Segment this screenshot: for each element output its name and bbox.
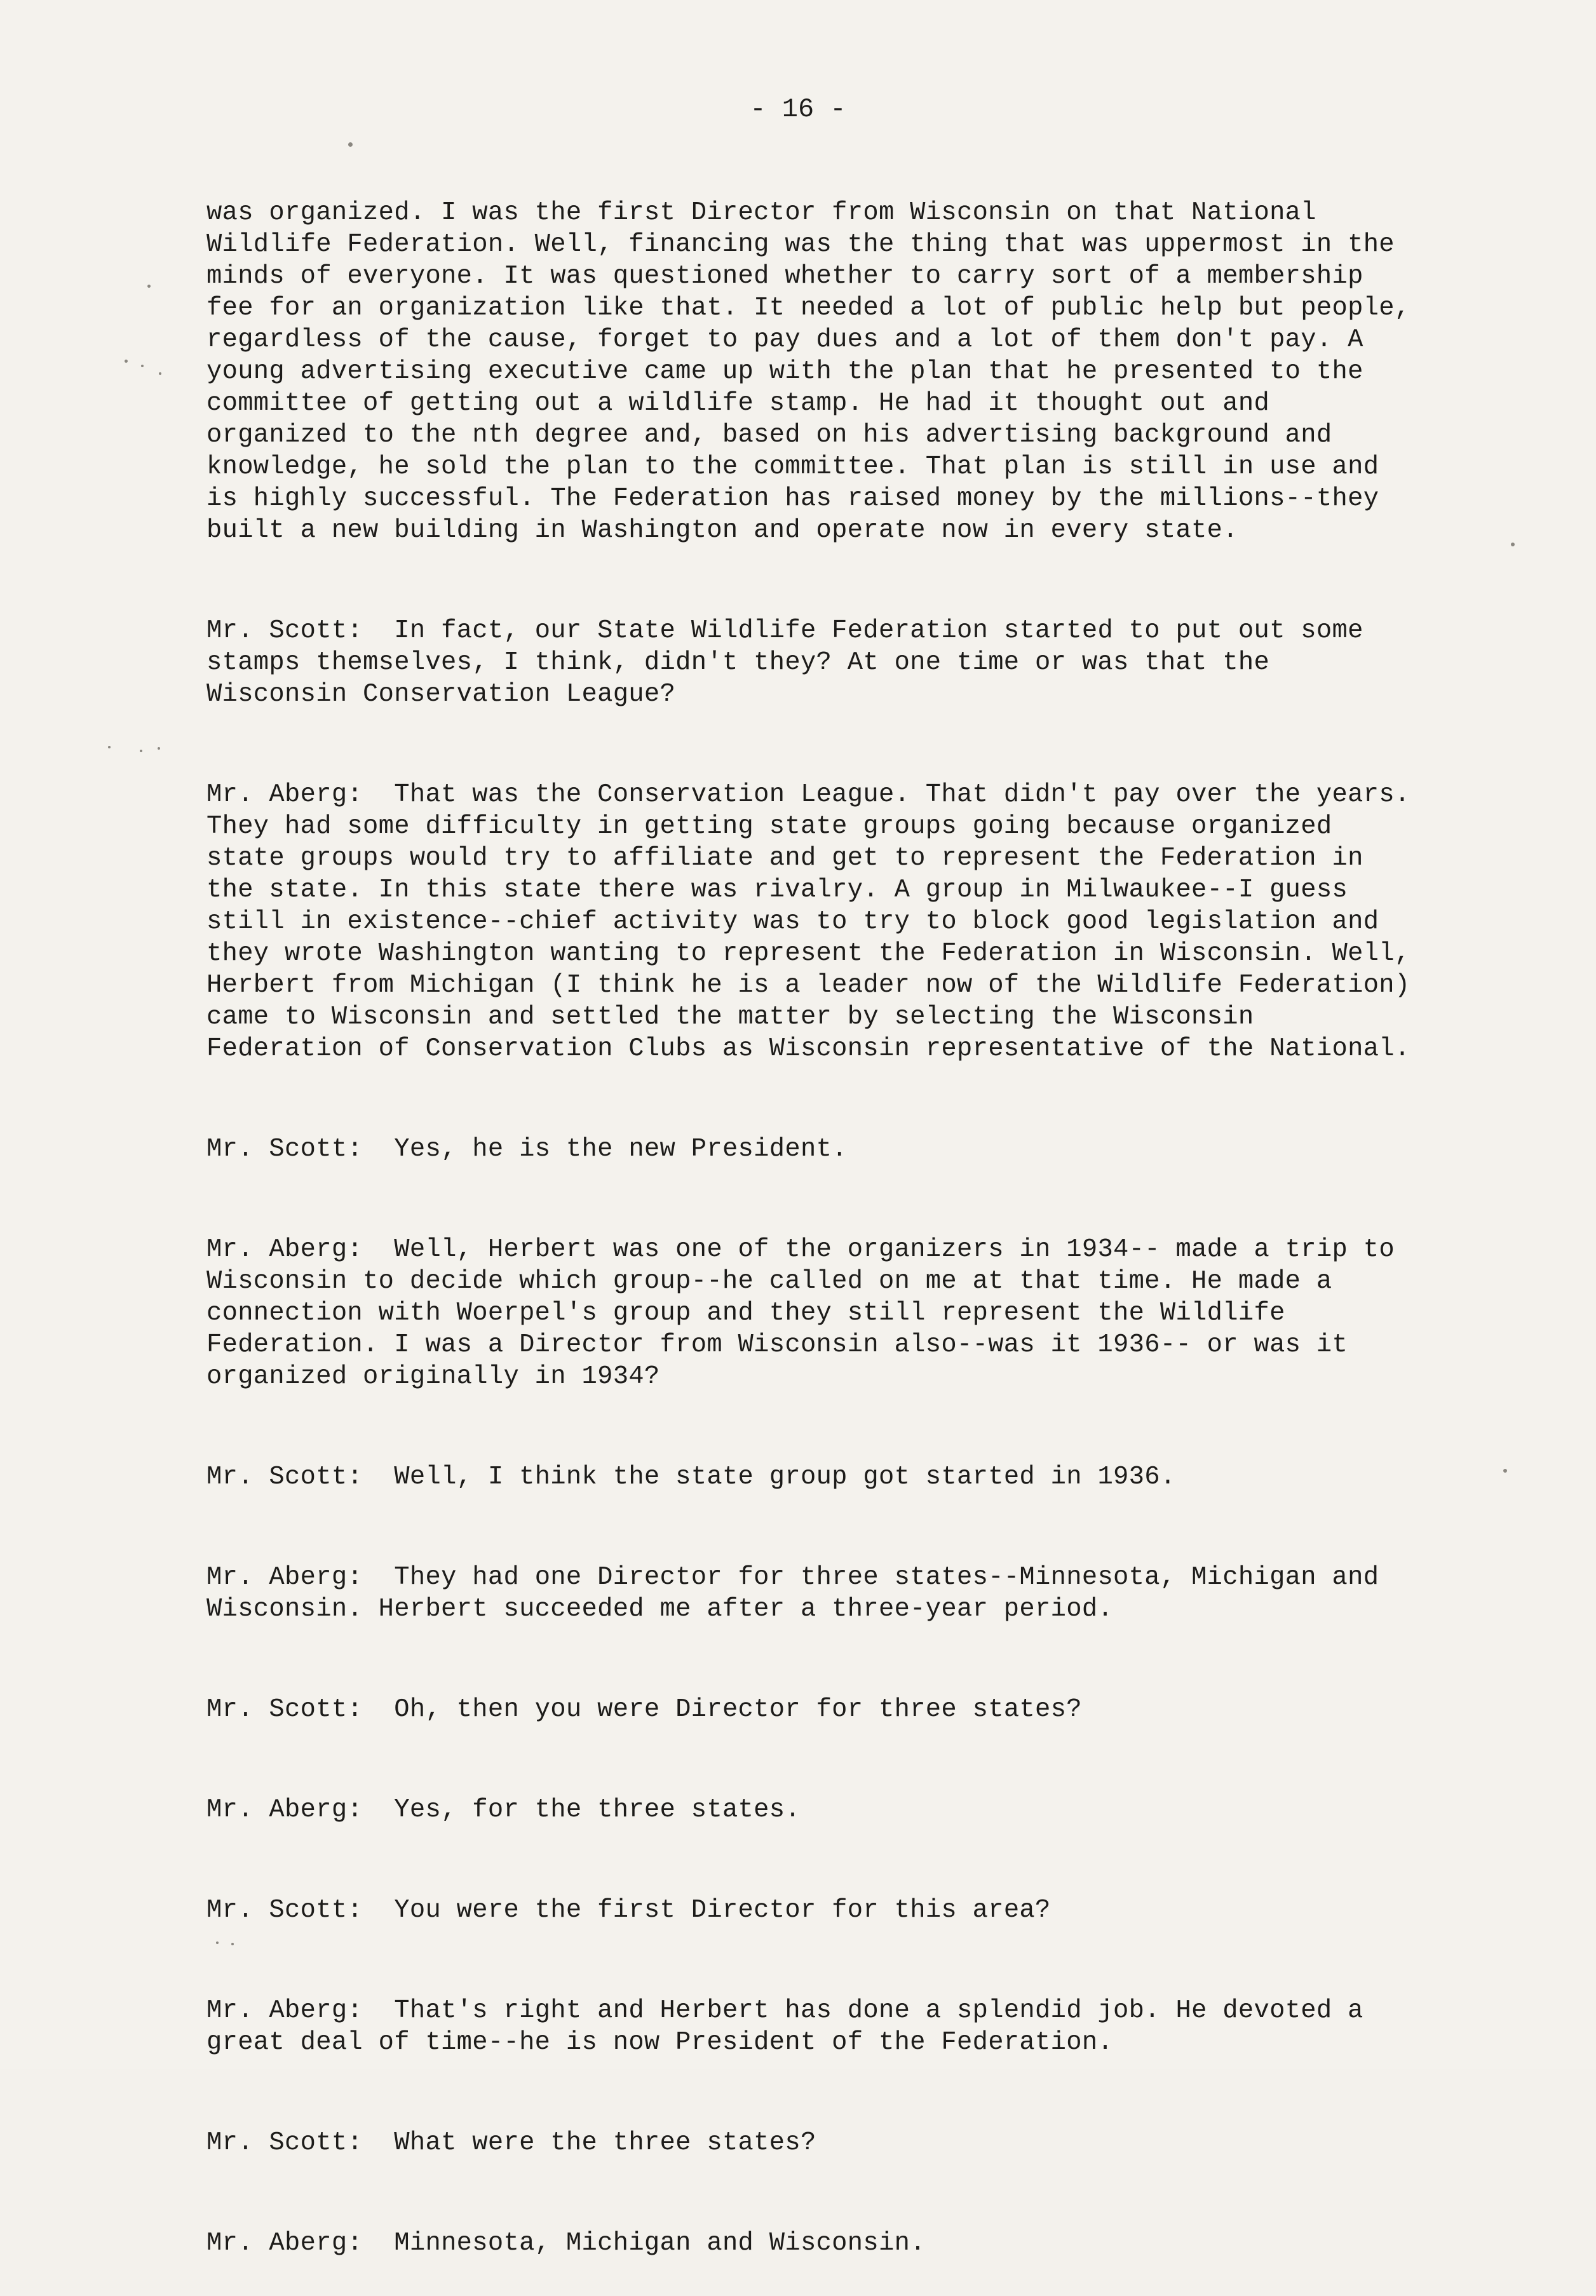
speaker-label: Mr. Aberg: [206, 780, 363, 809]
exchange-paragraph [206, 1429, 1414, 1493]
exchange-paragraph [206, 1202, 1414, 1393]
paper-speck [159, 372, 161, 375]
speaker-label: Mr. Aberg: [206, 1563, 363, 1592]
speaker-label: Mr. Scott: [206, 1135, 363, 1164]
speaker-label: Mr. Scott: [206, 1462, 363, 1492]
speaker-label: Mr. Scott: [206, 616, 363, 645]
exchange-paragraph [206, 1530, 1414, 1625]
exchange-paragraph [206, 747, 1414, 1065]
paper-speck [1503, 1469, 1507, 1473]
paper-speck [348, 142, 353, 147]
speech-text: Oh, then you were Director for three states? [394, 1695, 1082, 1724]
speech-text: Yes, he is the new President. [394, 1135, 848, 1164]
exchange-paragraph [206, 2196, 1414, 2259]
speech-text: Well, Herbert was one of the organizers in 1934-- made a trip to Wisconsin to decide which group--he called on me at that time. He made a connection with Woerpel's group and they still represent the Wildlife Federation. I was a Director from Wisconsin also--was it 1936-- or was it organized originally in 1934? [206, 1235, 1395, 1391]
page-number: - 16 - [750, 94, 846, 125]
speech-text: That's right and Herbert has done a splendid job. He devoted a great deal of time--he is now President of the Federation. [206, 1996, 1363, 2057]
speech-text: They had one Director for three states--Minnesota, Michigan and Wisconsin. Herbert succeeded me after a three-year period. [206, 1563, 1379, 1624]
exchange-paragraph [206, 1762, 1414, 1826]
paper-speck [1511, 543, 1515, 546]
speech-text: Well, I think the state group got started in 1936. [394, 1462, 1176, 1492]
speech-text: That was the Conservation League. That didn't pay over the years. They had some difficulty in getting state groups going because organized state groups would try to affiliate and get to represent the Federation in the state. In this state there was rivalry. A group in Milwaukee--I guess still in existence--chief activity was to try to block good legislation and they wrote Washington wanting to represent the Federation in Wisconsin. Well, Herbert from Michigan (I think he is a leader now of the Wildlife Federation) came to Wisconsin and settled the matter by selecting the Wisconsin Federation of Conservation Clubs as Wisconsin representative of the National. [206, 780, 1410, 1064]
speaker-label: Mr. Aberg: [206, 1996, 363, 2025]
speech-text: In fact, our State Wildlife Federation started to put out some stamps themselves, I think, didn't they? At one time or was that the Wisconsin Conservation League? [206, 616, 1363, 709]
exchange-paragraph [206, 1963, 1414, 2058]
speaker-label: Mr. Aberg: [206, 1235, 363, 1264]
paper-speck [140, 750, 142, 752]
exchange-paragraph [206, 1662, 1414, 1725]
paper-speck [158, 747, 160, 750]
paper-speck [108, 746, 111, 748]
opening-paragraph: was organized. I was the first Director from Wisconsin on that National Wildlife Federation. Well, financing was the thing that was uppermost in the minds of everyone. It was questioned whether to carry sort of a membership fee for an organization like that. It needed a lot of public help but people, regardless of the cause, forget to pay dues and a lot of them don't pay. A young advertising executive came up with the plan that he presented to the committee of getting out a wildlife stamp. He had it thought out and organized to the nth degree and, based on his advertising background and knowledge, he sold the plan to the committee. That plan is still in use and is highly successful. The Federation has raised money by the millions--they built a new building in Washington and operate now in every state. [206, 198, 1410, 545]
transcript-body [206, 197, 1414, 2296]
speech-text: Minnesota, Michigan and Wisconsin. [394, 2229, 926, 2258]
exchange-paragraph [206, 1102, 1414, 1165]
speech-text: You were the first Director for this area? [394, 1896, 1051, 1925]
speech-text: Yes, for the three states. [394, 1795, 801, 1825]
speech-text: What were the three states? [394, 2128, 816, 2158]
paper-speck [125, 360, 128, 363]
exchange-paragraph [206, 583, 1414, 710]
speaker-label: Mr. Scott: [206, 2128, 363, 2158]
paper-speck [141, 365, 144, 367]
speaker-label: Mr. Aberg: [206, 2229, 363, 2258]
paper-speck [231, 1943, 234, 1945]
speaker-label: Mr. Aberg: [206, 1795, 363, 1825]
exchange-paragraph [206, 1863, 1414, 1926]
paper-speck [216, 1941, 219, 1944]
paper-speck [147, 285, 151, 288]
speaker-label: Mr. Scott: [206, 1695, 363, 1724]
speaker-label: Mr. Scott: [206, 1896, 363, 1925]
exchange-paragraph [206, 2095, 1414, 2159]
